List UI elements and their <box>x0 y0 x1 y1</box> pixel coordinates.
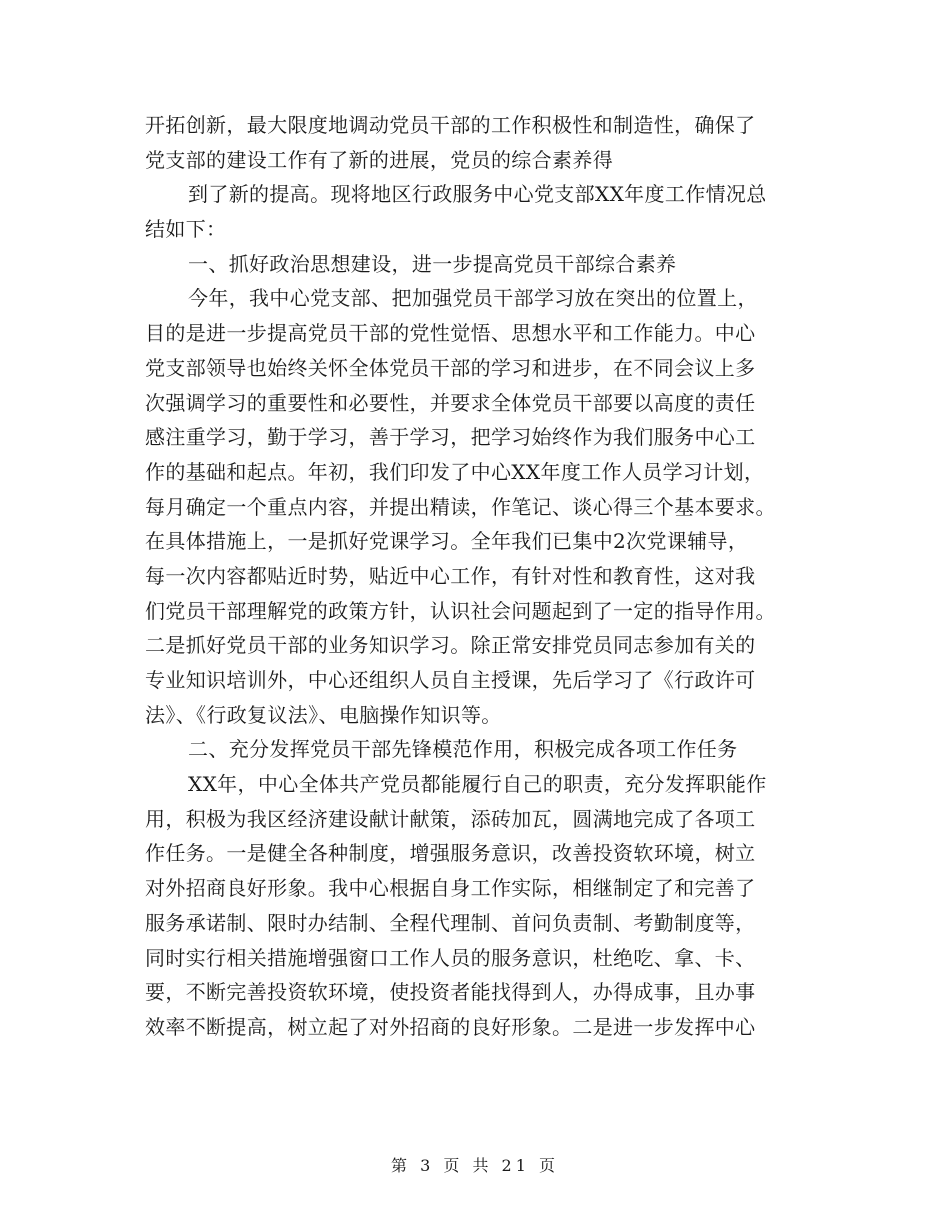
text-line: 同时实行相关措施增强窗口工作人员的服务意识，杜绝吃、拿、卡、 <box>145 945 756 970</box>
text-line: 次强调学习的重要性和必要性，并要求全体党员干部要以高度的责任 <box>145 390 756 415</box>
page-number-footer: 第 3 页 共 21 页 <box>391 1156 559 1175</box>
text-line: 一、抓好政治思想建设，进一步提高党员干部综合素养 <box>188 251 677 276</box>
text-line: 今年，我中心党支部、把加强党员干部学习放在突出的位置上， <box>188 286 758 311</box>
text-line: 效率不断提高，树立起了对外招商的良好形象。二是进一步发挥中心 <box>145 1014 756 1039</box>
text-line: 二是抓好党员干部的业务知识学习。除正常安排党员同志参加有关的 <box>145 633 756 658</box>
text-line: 二、充分发挥党员干部先锋模范作用，积极完成各项工作任务 <box>188 737 738 762</box>
text-line: 目的是进一步提高党员干部的党性觉悟、思想水平和工作能力。中心 <box>145 321 756 346</box>
text-line: 在具体措施上，一是抓好党课学习。全年我们已集中2次党课辅导， <box>145 529 749 554</box>
text-line: 感注重学习，勤于学习，善于学习，把学习始终作为我们服务中心工 <box>145 425 756 450</box>
text-line: 每一次内容都贴近时势，贴近中心工作，有针对性和教育性，这对我 <box>145 563 756 588</box>
text-line: 每月确定一个重点内容，并提出精读，作笔记、谈心得三个基本要求。 <box>145 494 776 519</box>
text-line: 党支部的建设工作有了新的进展，党员的综合素养得 <box>145 147 614 172</box>
body-text <box>145 108 810 1045</box>
text-line: 开拓创新，最大限度地调动党员干部的工作积极性和制造性，确保了 <box>145 113 756 137</box>
text-line: 要，不断完善投资软环境，使投资者能找得到人，办得成事，且办事 <box>145 980 756 1005</box>
text-line: 党支部领导也始终关怀全体党员干部的学习和进步，在不同会议上多 <box>145 355 756 380</box>
text-line: 服务承诺制、限时办结制、全程代理制、首问负责制、考勤制度等， <box>145 910 756 935</box>
text-line: 到了新的提高。现将地区行政服务中心党支部XX年度工作情况总 <box>188 182 767 207</box>
text-line: 们党员干部理解党的政策方针，认识社会问题起到了一定的指导作用。 <box>145 598 776 623</box>
text-line: 结如下： <box>145 217 227 242</box>
text-line: 作的基础和起点。年初，我们印发了中心XX年度工作人员学习计划， <box>145 459 765 484</box>
text-line: 对外招商良好形象。我中心根据自身工作实际，相继制定了和完善了 <box>145 876 756 901</box>
text-line: 用，积极为我区经济建设献计献策，添砖加瓦，圆满地完成了各项工 <box>145 806 756 831</box>
text-line: 法》、《行政复议法》、电脑操作知识等。 <box>145 702 502 727</box>
text-line: 作任务。一是健全各种制度，增强服务意识，改善投资软环境，树立 <box>145 841 756 866</box>
text-line: 专业知识培训外，中心还组织人员自主授课，先后学习了《行政许可 <box>145 668 756 692</box>
text-line: XX年，中心全体共产党员都能履行自己的职责，充分发挥职能作 <box>188 772 767 797</box>
